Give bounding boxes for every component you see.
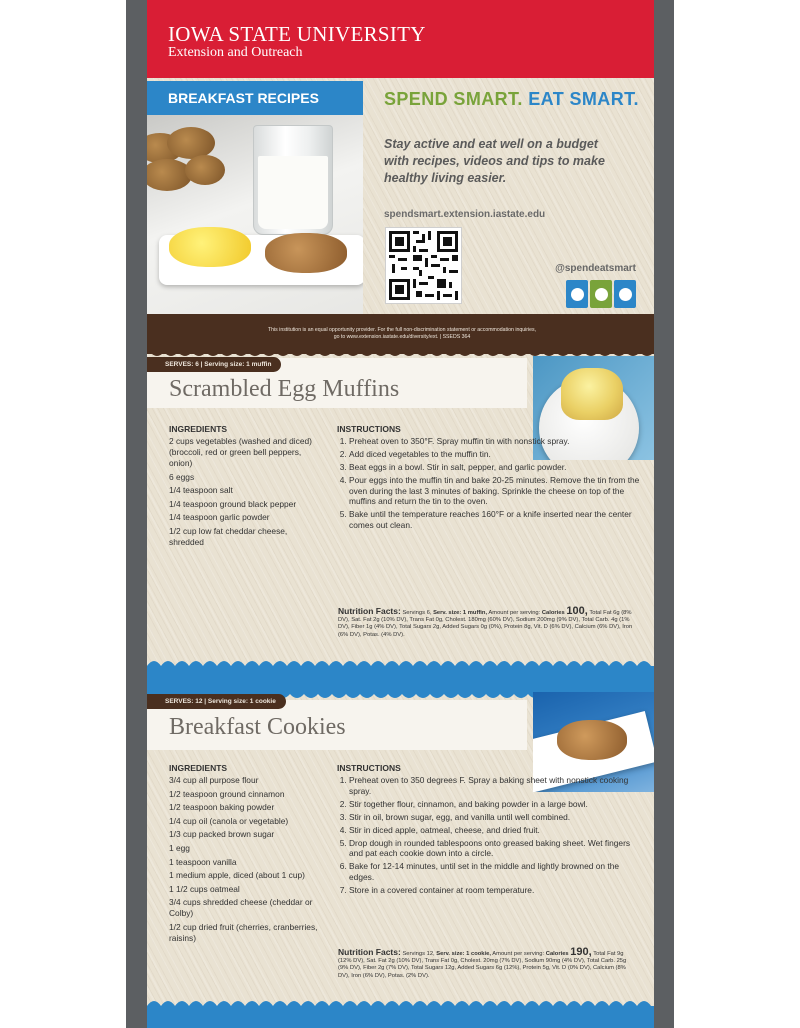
ingredient-item: 1/3 cup packed brown sugar <box>169 829 275 840</box>
instruction-step: 3. Stir in oil, brown sugar, egg, and vanilla until well combined. <box>349 812 645 823</box>
serves-badge: SERVES: 6 | Serving size: 1 muffin <box>147 357 281 372</box>
scallop-edge <box>147 994 654 1016</box>
ingredient-item: 3/4 cups shredded cheese (cheddar or Colby) <box>169 897 313 919</box>
cookie-stack-image <box>147 125 227 205</box>
scallop-edge <box>147 654 654 676</box>
instructions-list <box>337 436 645 533</box>
disclaimer-text: This institution is an equal opportunity provider. For the full non-discrimination statement or accommodation inquiries, go to www.extension.iastate.edu/diversity/ext. | SSEDS 364 <box>267 327 537 340</box>
instruction-step: 6. Bake for 12-14 minutes, until set in the middle and lightly browned on the edges. <box>349 861 645 882</box>
instruction-step: 1. Preheat oven to 350 degrees F. Spray a baking sheet with nonstick cooking spray. <box>349 775 645 796</box>
instructions-heading: INSTRUCTIONS <box>337 424 401 434</box>
scrambled-eggs-image <box>169 227 251 267</box>
pinterest-icon[interactable] <box>614 280 636 308</box>
recipe-card <box>147 0 654 1028</box>
social-handle: @spendeatsmart <box>555 263 636 274</box>
spend-smart-logo: SPEND SMART. EAT SMART. <box>384 89 639 109</box>
cookie-image <box>265 233 347 273</box>
ingredient-item: 1/2 teaspoon baking powder <box>169 802 275 813</box>
ingredients-list <box>169 436 319 551</box>
ingredients-heading: INGREDIENTS <box>169 763 228 773</box>
header-bar <box>147 0 654 78</box>
breakfast-photo <box>147 115 363 318</box>
ingredients-list <box>169 775 319 947</box>
ingredient-item: 1 egg <box>169 842 190 853</box>
recipe-title: Breakfast Cookies <box>169 714 346 740</box>
instructions-heading: INSTRUCTIONS <box>337 763 401 773</box>
instruction-step: 7. Store in a covered container at room temperature. <box>349 885 645 896</box>
instruction-step: 4. Stir in diced apple, oatmeal, cheese, and dried fruit. <box>349 825 645 836</box>
instruction-step: 2. Add diced vegetables to the muffin tin. <box>349 449 645 460</box>
ingredient-item: 2 cups vegetables (washed and diced) (broccoli, red or green bell peppers, onion) <box>169 436 312 468</box>
instruction-step: 4. Pour eggs into the muffin tin and bake 20-25 minutes. Remove the tin from the oven during the last 3 minutes of baking. Sprinkle the cheese on top of the muffins and return the tin to the oven. <box>349 475 645 507</box>
qr-code-icon[interactable] <box>385 227 462 304</box>
ingredient-item: 1/2 cup low fat cheddar cheese, shredded <box>169 525 288 547</box>
university-subtitle: Extension and Outreach <box>168 45 303 60</box>
facebook-icon[interactable] <box>566 280 588 308</box>
instruction-step: 1. Preheat oven to 350°F. Spray muffin tin with nonstick spray. <box>349 436 645 447</box>
ingredient-item: 1/2 cup dried fruit (cherries, cranberries, raisins) <box>169 921 318 943</box>
ingredients-heading: INGREDIENTS <box>169 424 228 434</box>
ingredient-item: 1 medium apple, diced (about 1 cup) <box>169 870 305 881</box>
recipe-title: Scrambled Egg Muffins <box>169 376 400 402</box>
breakfast-recipes-tab: BREAKFAST RECIPES <box>147 81 363 115</box>
serves-badge: SERVES: 12 | Serving size: 1 cookie <box>147 694 286 709</box>
instruction-step: 5. Bake until the temperature reaches 160°F or a knife inserted near the center comes out clean. <box>349 509 645 530</box>
ingredient-item: 1/2 teaspoon ground cinnamon <box>169 788 285 799</box>
website-url[interactable]: spendsmart.extension.iastate.edu <box>384 209 546 220</box>
instructions-list <box>337 775 645 898</box>
ingredient-item: 1 teaspoon vanilla <box>169 856 237 867</box>
nutrition-facts: Nutrition Facts: Servings 12, Serv. size: 1 cookie, Amount per serving: Calories 190, Total Fat 9g (12% DV), Sat. Fat 2g (10% DV), Trans Fat 0g, Cholest. 20mg (7% DV), Sodium 90mg (4% DV), Total Carb. 25g (9% DV), Fiber 2g (7% DV), Total Sugars 12g, Added Sugars 6g (12%), Protein 5g, Vit. D (0% DV), Calcium (8% DV), Iron (6% DV), Potas. (2% DV). <box>338 946 627 979</box>
ingredient-item: 1 1/2 cups oatmeal <box>169 883 240 894</box>
ingredient-item: 3/4 cup all purpose flour <box>169 775 259 785</box>
instruction-step: 2. Stir together flour, cinnamon, and baking powder in a large bowl. <box>349 799 645 810</box>
footer-band <box>147 1015 654 1028</box>
milk-glass-image <box>253 125 333 235</box>
ingredient-item: 1/4 teaspoon ground black pepper <box>169 498 297 509</box>
tagline: Stay active and eat well on a budget with recipes, videos and tips to make healthy living easier. <box>384 137 605 185</box>
ingredient-item: 6 eggs <box>169 471 195 482</box>
ingredient-item: 1/4 teaspoon garlic powder <box>169 512 270 523</box>
university-name: IOWA STATE UNIVERSITY <box>168 22 426 46</box>
instruction-step: 5. Drop dough in rounded tablespoons onto greased baking sheet. Wet fingers and pat each cookie down into a circle. <box>349 838 645 859</box>
instruction-step: 3. Beat eggs in a bowl. Stir in salt, pepper, and garlic powder. <box>349 462 645 473</box>
ingredient-item: 1/4 teaspoon salt <box>169 485 233 496</box>
section-divider <box>147 675 654 691</box>
ingredient-item: 1/4 cup oil (canola or vegetable) <box>169 815 289 826</box>
nutrition-facts: Nutrition Facts: Servings 6, Serv. size: 1 muffin, Amount per serving: Calories 100, Total Fat 6g (8% DV), Sat. Fat 2g (10% DV), Trans Fat 0g, Cholest. 180mg (60% DV), Sodium 200mg (9% DV), Total Carb. 4g (1% DV), Fiber 1g (4% DV), Total Sugars 2g, Added Sugars 0g (0%), Protein 8g, Vit. D (6% DV), Calcium (6% DV), Iron (6% DV), Potas. (4% DV). <box>338 605 633 638</box>
twitter-icon[interactable] <box>590 280 612 308</box>
